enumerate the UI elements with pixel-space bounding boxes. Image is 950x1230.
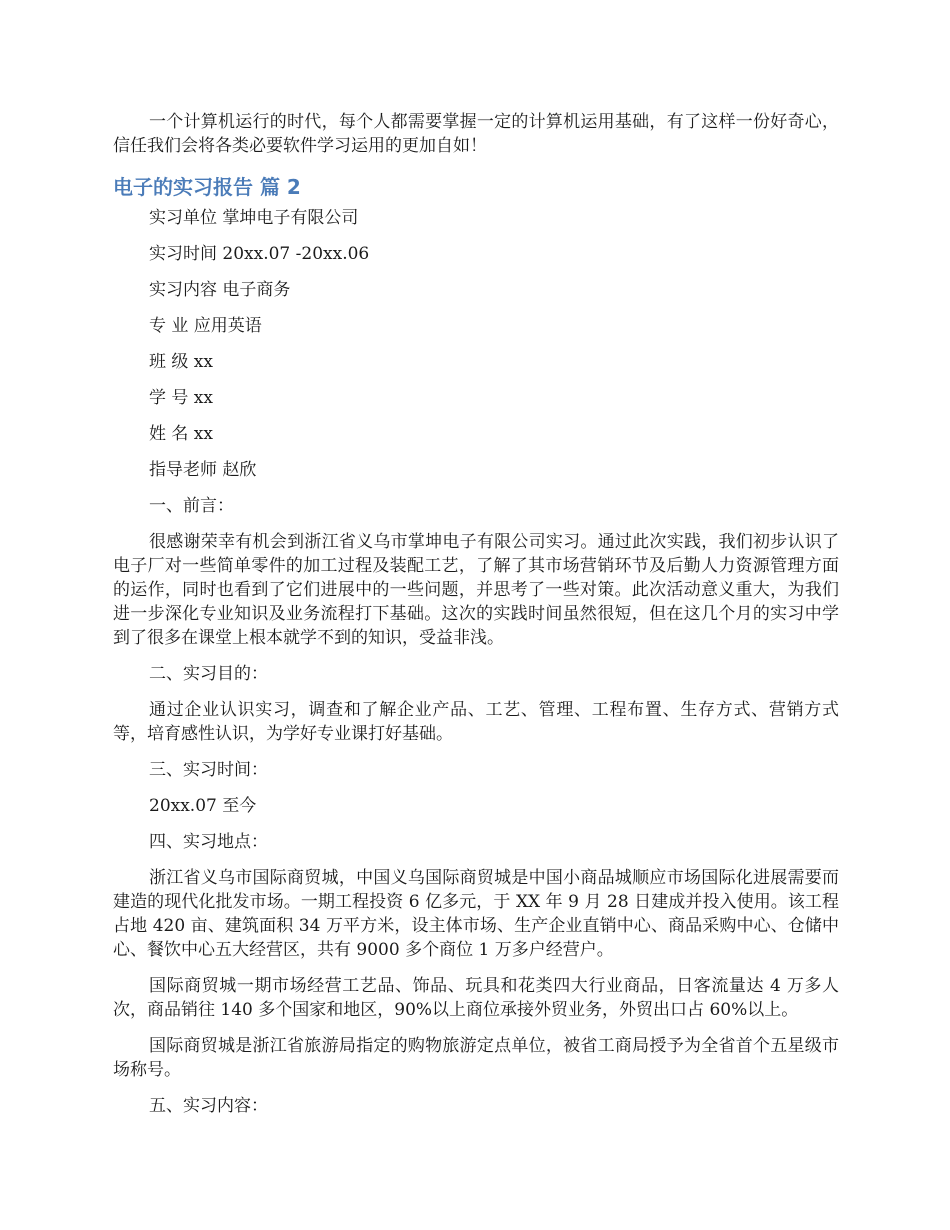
student-id: 学 号 xx <box>149 388 213 408</box>
section-heading: 电子的实习报告 篇 2 <box>113 175 301 199</box>
section-3-body: 20xx.07 至今 <box>149 796 257 816</box>
section-5-title: 五、实习内容： <box>149 1096 268 1116</box>
section-2-title: 二、实习目的： <box>149 664 268 684</box>
section-4-body-3: 国际商贸城是浙江省旅游局指定的购物旅游定点单位，被省工商局授予为全省首个五星级市场称号。 <box>113 1036 839 1080</box>
advisor: 指导老师 赵欣 <box>149 460 257 480</box>
internship-content: 实习内容 电子商务 <box>149 280 291 300</box>
section-3-title: 三、实习时间： <box>149 760 268 780</box>
class: 班 级 xx <box>149 352 213 372</box>
section-2-body: 通过企业认识实习，调查和了解企业产品、工艺、管理、工程布置、生存方式、营销方式等，培育感性认识，为学好专业课打好基础。 <box>113 700 839 744</box>
student-name: 姓 名 xx <box>149 424 213 444</box>
internship-time: 实习时间 20xx.07 -20xx.06 <box>149 244 370 264</box>
section-1-title: 一、前言： <box>149 496 234 516</box>
internship-unit: 实习单位 掌坤电子有限公司 <box>149 208 359 228</box>
intro-paragraph: 一个计算机运行的时代，每个人都需要掌握一定的计算机运用基础，有了这样一份好奇心，信任我们会将各类必要软件学习运用的更加自如！ <box>113 112 839 156</box>
section-4-title: 四、实习地点： <box>149 832 268 852</box>
section-1-body: 很感谢荣幸有机会到浙江省义乌市掌坤电子有限公司实习。通过此次实践，我们初步认识了电子厂对一些简单零件的加工过程及装配工艺，了解了其市场营销环节及后勤人力资源管理方面的运作，同时也看到了它们进展中的一些问题，并思考了一些对策。此次活动意义重大，为我们进一步深化专业知识及业务流程打下基础。这次的实践时间虽然很短，但在这几个月的实习中学到了很多在课堂上根本就学不到的知识，受益非浅。 <box>113 532 839 648</box>
section-4-body-2: 国际商贸城一期市场经营工艺品、饰品、玩具和花类四大行业商品，日客流量达 4 万多人次，商品销往 140 多个国家和地区，90%以上商位承接外贸业务，外贸出口占 60%以上。 <box>113 976 839 1020</box>
section-4-body-1: 浙江省义乌市国际商贸城，中国义乌国际商贸城是中国小商品城顺应市场国际化进展需要而建造的现代化批发市场。一期工程投资 6 亿多元，于 XX 年 9 月 28 日建成并投入使用。该工程占地 420 亩、建筑面积 34 万平方米，设主体市场、生产企业直销中心、商品采购中心、仓储中心、餐饮中心五大经营区，共有 9000 多个商位 1 万多户经营户。 <box>113 868 839 960</box>
document-body <box>113 110 839 1118</box>
major: 专 业 应用英语 <box>149 316 262 336</box>
